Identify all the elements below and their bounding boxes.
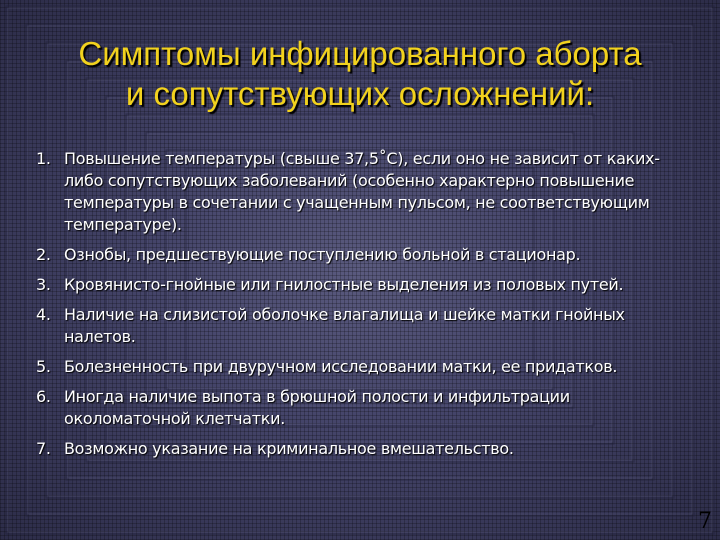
list-item-text: Наличие на слизистой оболочке влагалища и шейке матки гнойных налетов.	[64, 305, 625, 346]
list-item-text: Иногда наличие выпота в брюшной полости и инфильтрации околоматочной клетчатки.	[64, 387, 570, 428]
list-item-text: Кровянисто-гнойные или гнилостные выделения из половых путей.	[64, 275, 624, 294]
list-item-number: 1.	[36, 149, 51, 168]
list-item-number: 6.	[36, 387, 51, 406]
list-item	[36, 148, 696, 236]
list-item-text: Повышение температуры (свыше 37,5˚С), если оно не зависит от каких-либо сопутствующих заболеваний (особенно характерно повышение температуры в сочетании с учащенным пульсом, не соответствующим температуре).	[64, 149, 660, 234]
slide-title	[20, 34, 700, 114]
symptoms-list	[36, 148, 696, 468]
list-item	[36, 274, 696, 296]
list-item	[36, 304, 696, 348]
slide-title-line-1: Симптомы инфицированного аборта	[78, 35, 642, 72]
page-number: 7	[698, 509, 712, 534]
list-item	[36, 244, 696, 266]
list-item-number: 4.	[36, 305, 51, 324]
list-item-number: 2.	[36, 245, 51, 264]
list-item-text: Болезненность при двуручном исследовании матки, ее придатков.	[64, 357, 618, 376]
list-item	[36, 356, 696, 378]
list-item	[36, 438, 696, 460]
list-item-text: Возможно указание на криминальное вмешательство.	[64, 439, 514, 458]
list-item-number: 5.	[36, 357, 51, 376]
list-item-number: 7.	[36, 439, 51, 458]
list-item-number: 3.	[36, 275, 51, 294]
list-item-text: Ознобы, предшествующие поступлению больной в стационар.	[64, 245, 581, 264]
list-item	[36, 386, 696, 430]
slide-title-line-2: и сопутствующих осложнений:	[125, 75, 595, 112]
